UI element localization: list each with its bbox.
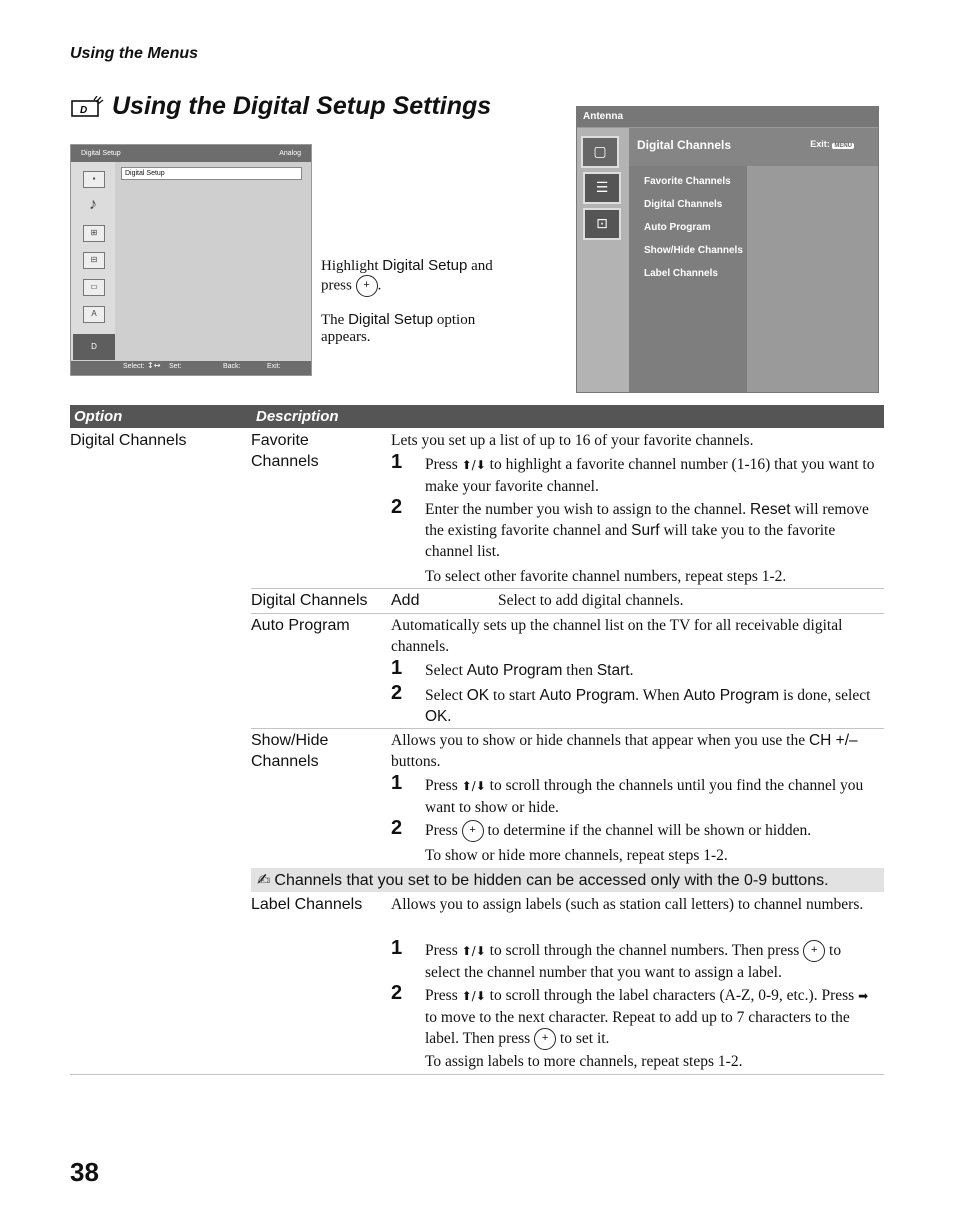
instr-1a: Highlight <box>321 258 383 274</box>
auto-2-ap: Auto Program <box>539 687 636 704</box>
lbl-2b: to move to the next character. Repeat to add up to 7 characters to the label. Then press <box>425 1009 850 1047</box>
press-word: Press <box>425 822 458 839</box>
digital-setup-menu-screenshot <box>70 144 312 376</box>
note-text: Channels that you set to be hidden can be accessed only with the 0-9 buttons. <box>274 872 829 889</box>
sh-desc-b: buttons. <box>391 753 441 770</box>
auto-1e: . <box>629 662 634 679</box>
auto-1a: Select <box>425 662 467 679</box>
tv-item-digital-channels: Digital Channels <box>644 199 723 210</box>
fav-2-surf: Surf <box>631 522 660 539</box>
dig-add: Add <box>391 592 420 609</box>
up-down-arrow-icon: ⬆/⬇ <box>461 944 486 958</box>
sh-label-1: Show/Hide <box>251 732 329 749</box>
lbl-label: Label Channels <box>251 896 363 913</box>
menu-footer <box>71 361 311 375</box>
fav-2c: will take you to the favorite channel list. <box>425 522 836 560</box>
menu-field: Digital Setup <box>121 167 302 180</box>
tv-item-label-channels: Label Channels <box>644 268 718 279</box>
setup-icon: ▭ <box>83 279 105 296</box>
section-label: Using the Menus <box>70 45 199 62</box>
table-bottom-rule <box>70 1074 884 1075</box>
tv-menu-list <box>629 166 747 392</box>
col-option: Option <box>74 408 123 425</box>
auto-2c: . When <box>635 687 684 704</box>
enter-button-icon: + <box>534 1028 556 1050</box>
menu-mode: Analog <box>279 150 301 157</box>
instr-2a: The <box>321 312 349 328</box>
auto-2-ok: OK <box>466 687 490 704</box>
footer-set: Set: <box>169 363 182 370</box>
menu-title: Digital Setup <box>81 150 121 157</box>
auto-2d: is done, select <box>779 687 871 704</box>
digital-setup-icon-selected: D <box>73 334 115 360</box>
auto-1d: Start <box>596 662 630 679</box>
instr-1c: and press <box>321 258 493 294</box>
sh-step-2-body: to determine if the channel will be shown or hidden. <box>487 822 812 839</box>
fav-repeat: To select other favorite channel numbers, repeat steps 1-2. <box>425 568 787 585</box>
menu-topbar <box>71 145 311 162</box>
press-word: Press <box>425 456 458 473</box>
auto-1b: Auto Program <box>466 662 563 679</box>
instr-1b: Digital Setup <box>382 257 468 274</box>
step-number: 1 <box>391 937 403 959</box>
auto-1c: then <box>562 662 597 679</box>
page-title-text: Using the Digital Setup Settings <box>112 92 492 120</box>
enter-button-icon: + <box>356 275 378 297</box>
instruction-line-1: Highlight Digital Setup and press + . <box>321 257 521 297</box>
sh-step-2-text <box>425 820 880 842</box>
tv-heading: Digital Channels <box>637 138 732 152</box>
press-word: Press <box>425 942 458 959</box>
sh-step-1-body: to scroll through the channels until you find the channel you want to show or hide. <box>425 777 864 816</box>
sh-desc-a: Allows you to show or hide channels that appear when you use the <box>391 732 809 749</box>
press-word: Press <box>821 987 855 1004</box>
dig-label: Digital Channels <box>251 592 368 609</box>
lbl-1a: to scroll through the channel numbers. Then press <box>489 942 800 959</box>
sh-repeat: To show or hide more channels, repeat steps 1-2. <box>425 847 728 864</box>
step-number: 2 <box>391 682 403 704</box>
picture-icon: ▪ <box>83 171 105 188</box>
fav-2b: will remove the existing favorite channel and <box>425 501 869 539</box>
enter-button-icon: + <box>462 820 484 842</box>
fav-2a: Enter the number you wish to assign to the channel. <box>425 501 751 518</box>
enter-button-icon: + <box>803 940 825 962</box>
instr-2b: Digital Setup <box>348 311 434 328</box>
sh-label-2: Channels <box>251 753 319 770</box>
lbl-desc: Allows you to assign labels (such as station call letters) to channel numbers. <box>391 896 864 913</box>
tv-exit-label: Exit: <box>810 139 830 149</box>
page-title <box>70 92 491 121</box>
tv-screen-screenshot <box>576 106 879 393</box>
table-header <box>70 405 884 428</box>
dig-desc: Select to add digital channels. <box>498 592 684 609</box>
menu-icon-column <box>71 162 115 360</box>
sh-desc <box>391 730 881 772</box>
lbl-1b: to select the channel number that you want to assign a label. <box>425 942 842 982</box>
lbl-step-1-text <box>425 940 880 983</box>
parental-lock-icon: ⊡ <box>583 208 621 240</box>
auto-step-2-text <box>425 685 880 727</box>
row-divider <box>251 728 884 729</box>
tv-item-auto-program: Auto Program <box>644 222 711 233</box>
fav-label-1: Favorite <box>251 432 309 449</box>
footer-back: Back: <box>223 363 241 370</box>
sound-icon: ♪ <box>89 196 97 213</box>
lbl-step-2-text <box>425 985 880 1050</box>
auto-desc: Automatically sets up the channel list on the TV for all receivable digital channels. <box>391 617 843 655</box>
svg-text:D: D <box>80 104 88 116</box>
footer-exit: Exit: <box>267 363 281 370</box>
fav-desc: Lets you set up a list of up to 16 of your favorite channels. <box>391 432 754 449</box>
note-pencil-icon: ✍ <box>257 870 271 889</box>
tv-icon-column <box>577 128 629 392</box>
menu-key-badge: MENU <box>834 143 852 149</box>
step-number: 2 <box>391 817 403 839</box>
step-number: 2 <box>391 982 403 1004</box>
instruction-text <box>321 257 521 346</box>
instr-2c: option appears. <box>321 312 476 345</box>
press-word: Press <box>425 777 458 794</box>
screen-icon: ⊞ <box>83 225 105 242</box>
up-down-arrow-icon: ⬆/⬇ <box>461 779 486 793</box>
fav-2-reset: Reset <box>750 501 791 518</box>
step-number: 1 <box>391 451 403 473</box>
lbl-repeat: To assign labels to more channels, repeat steps 1-2. <box>425 1053 743 1070</box>
fav-label-2: Channels <box>251 453 319 470</box>
right-arrow-icon: ➡ <box>858 989 869 1003</box>
instruction-line-2 <box>321 311 521 346</box>
digital-setup-icon: ▢ <box>581 136 619 168</box>
lbl-2c: to set it. <box>559 1030 610 1047</box>
analog-setup-icon: A <box>83 306 105 323</box>
fav-step-1-text <box>425 454 880 497</box>
tv-item-favorite-channels: Favorite Channels <box>644 176 731 187</box>
step-number: 1 <box>391 657 403 679</box>
auto-2-ap2: Auto Program <box>683 687 780 704</box>
step-number: 2 <box>391 496 403 518</box>
digital-setup-icon <box>70 96 104 118</box>
note-row <box>251 868 884 892</box>
auto-2a: Select <box>425 687 467 704</box>
auto-step-1-text <box>425 660 880 681</box>
option-digital-channels: Digital Channels <box>70 432 187 449</box>
lbl-2a: to scroll through the label characters (A-Z, 0-9, etc.). <box>489 987 818 1004</box>
auto-label: Auto Program <box>251 617 350 634</box>
auto-2b: to start <box>489 687 540 704</box>
fav-step-2-text <box>425 499 880 562</box>
auto-2e: . <box>447 708 452 725</box>
channel-icon: ⊟ <box>83 252 105 269</box>
press-word: Press <box>425 987 458 1004</box>
step-number: 1 <box>391 772 403 794</box>
up-down-arrow-icon: ⬆/⬇ <box>461 458 486 472</box>
sh-desc-ch: CH +/– <box>808 732 858 749</box>
row-divider <box>251 588 884 589</box>
tv-item-show-hide-channels: Show/Hide Channels <box>644 245 743 256</box>
tv-exit <box>810 139 854 149</box>
sh-step-1-text <box>425 775 880 818</box>
arrow-keys-icon: ↕↔ <box>147 361 161 370</box>
row-divider <box>251 613 884 614</box>
fav-step-1-body: to highlight a favorite channel number (1-16) that you want to make your favorite channel. <box>425 456 875 495</box>
up-down-arrow-icon: ⬆/⬇ <box>461 989 486 1003</box>
footer-select: Select: <box>123 363 145 370</box>
tv-source: Antenna <box>577 107 878 127</box>
col-description: Description <box>256 408 339 425</box>
tv-heading-bar <box>629 128 878 166</box>
channel-list-icon: ☰ <box>583 172 621 204</box>
auto-2-ok2: OK <box>425 708 448 725</box>
page-number: 38 <box>70 1157 99 1187</box>
